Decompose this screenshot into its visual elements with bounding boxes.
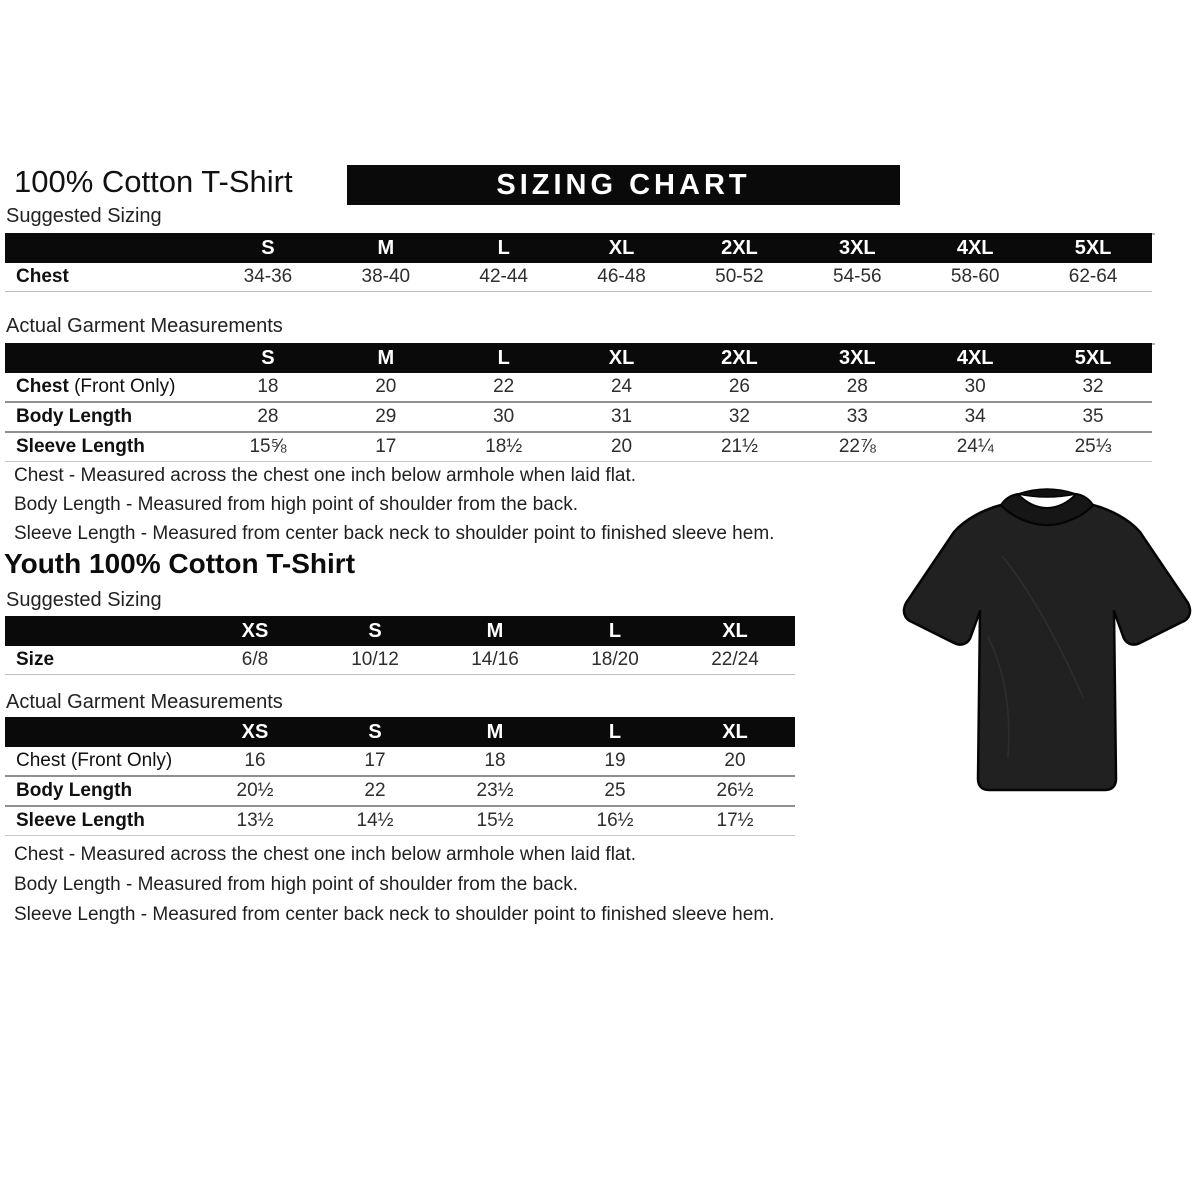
size-column-header: 2XL	[681, 233, 799, 263]
measurement-value: 24	[563, 373, 681, 402]
black-tshirt-photo	[893, 487, 1193, 812]
measurement-value: 26½	[675, 776, 795, 806]
measurement-value: 29	[327, 402, 445, 432]
measurement-value: 22	[315, 776, 435, 806]
size-column-header: 5XL	[1034, 233, 1152, 263]
youth-section-heading: Youth 100% Cotton T-Shirt	[4, 548, 356, 579]
measurement-value: 17	[327, 432, 445, 462]
size-column-header: M	[327, 343, 445, 373]
measurement-value: 17½	[675, 806, 795, 836]
size-column-header: S	[315, 717, 435, 747]
adult-actual-measurements-table	[5, 343, 1152, 462]
measurement-value: 24¼	[916, 432, 1034, 462]
row-label: Chest (Front Only)	[5, 373, 209, 402]
size-column-header: 3XL	[798, 343, 916, 373]
youth-measurement-notes	[14, 840, 774, 930]
sleeve-length-row	[5, 432, 1152, 462]
measurement-value: 30	[916, 373, 1034, 402]
adult-actual-measurements-label: Actual Garment Measurements	[5, 315, 1155, 345]
measurement-value: 31	[563, 402, 681, 432]
measurement-value: 28	[209, 402, 327, 432]
size-column-header: 5XL	[1034, 343, 1152, 373]
note-line: Chest - Measured across the chest one inch below armhole when laid flat.	[14, 844, 637, 865]
size-column-header: XS	[195, 717, 315, 747]
measurement-value: 34-36	[209, 263, 327, 292]
chest-front-only-row	[5, 747, 795, 776]
size-header-row	[5, 343, 1152, 373]
size-column-header: 4XL	[916, 233, 1034, 263]
row-label-column-header	[5, 233, 209, 263]
size-column-header: L	[555, 717, 675, 747]
row-label: Size	[5, 646, 195, 675]
body-length-row	[5, 776, 795, 806]
row-label-column-header	[5, 616, 195, 646]
size-column-header: M	[327, 233, 445, 263]
measurement-value: 6/8	[195, 646, 315, 675]
note-line: Sleeve Length - Measured from center back neck to shoulder point to finished sleeve hem.	[14, 904, 775, 925]
measurement-value: 18/20	[555, 646, 675, 675]
measurement-value: 15⅝	[209, 432, 327, 462]
measurement-value: 20	[327, 373, 445, 402]
measurement-value: 19	[555, 747, 675, 776]
measurement-value: 50-52	[681, 263, 799, 292]
size-column-header: 2XL	[681, 343, 799, 373]
note-line: Sleeve Length - Measured from center back neck to shoulder point to finished sleeve hem.	[14, 523, 775, 544]
measurement-value: 32	[1034, 373, 1152, 402]
row-label: Sleeve Length	[5, 432, 209, 462]
size-header-row	[5, 616, 795, 646]
measurement-value: 54-56	[798, 263, 916, 292]
measurement-value: 22/24	[675, 646, 795, 675]
page-title: 100% Cotton T-Shirt	[14, 164, 293, 199]
tshirt-body-shape	[904, 505, 1190, 790]
measurement-value: 34	[916, 402, 1034, 432]
measurement-value: 14½	[315, 806, 435, 836]
size-header-row	[5, 717, 795, 747]
measurement-value: 42-44	[445, 263, 563, 292]
note-line: Body Length - Measured from high point of shoulder from the back.	[14, 494, 578, 515]
row-label: Chest	[5, 263, 209, 292]
adult-measurement-notes	[14, 461, 774, 548]
measurement-value: 14/16	[435, 646, 555, 675]
measurement-value: 10/12	[315, 646, 435, 675]
measurement-value: 16	[195, 747, 315, 776]
measurement-value: 18½	[445, 432, 563, 462]
body-length-row	[5, 402, 1152, 432]
measurement-value: 18	[209, 373, 327, 402]
size-column-header: S	[315, 616, 435, 646]
note-line: Chest - Measured across the chest one inch below armhole when laid flat.	[14, 465, 637, 486]
size-column-header: S	[209, 343, 327, 373]
size-column-header: L	[445, 233, 563, 263]
tshirt-graphic	[893, 487, 1193, 812]
measurement-value: 20½	[195, 776, 315, 806]
youth-size-row	[5, 646, 795, 675]
adult-suggested-sizing-table	[5, 233, 1152, 292]
youth-suggested-sizing-label: Suggested Sizing	[5, 589, 794, 619]
tshirt-back-collar-shape	[1018, 489, 1076, 497]
chest-front-only-row	[5, 373, 1152, 402]
note-line: Body Length - Measured from high point of shoulder from the back.	[14, 874, 578, 895]
youth-actual-measurements-label: Actual Garment Measurements	[5, 691, 794, 721]
measurement-value: 22⅞	[798, 432, 916, 462]
measurement-value: 30	[445, 402, 563, 432]
size-column-header: S	[209, 233, 327, 263]
measurement-value: 25	[555, 776, 675, 806]
row-label-column-header	[5, 717, 195, 747]
size-header-row	[5, 233, 1152, 263]
size-column-header: XL	[675, 717, 795, 747]
measurement-value: 35	[1034, 402, 1152, 432]
sizing-chart-banner: SIZING CHART	[347, 165, 900, 205]
size-column-header: 4XL	[916, 343, 1034, 373]
measurement-value: 15½	[435, 806, 555, 836]
youth-actual-measurements-table	[5, 717, 795, 836]
size-column-header: XS	[195, 616, 315, 646]
size-column-header: XL	[675, 616, 795, 646]
row-label-column-header	[5, 343, 209, 373]
adult-suggested-sizing-label: Suggested Sizing	[5, 205, 1155, 235]
youth-suggested-sizing-table	[5, 616, 795, 675]
row-label: Sleeve Length	[5, 806, 195, 836]
row-label: Chest (Front Only)	[5, 747, 195, 776]
size-column-header: L	[445, 343, 563, 373]
measurement-value: 13½	[195, 806, 315, 836]
measurement-value: 38-40	[327, 263, 445, 292]
measurement-value: 33	[798, 402, 916, 432]
measurement-value: 26	[681, 373, 799, 402]
measurement-value: 16½	[555, 806, 675, 836]
measurement-value: 20	[563, 432, 681, 462]
measurement-value: 46-48	[563, 263, 681, 292]
size-column-header: 3XL	[798, 233, 916, 263]
measurement-value: 20	[675, 747, 795, 776]
measurement-value: 58-60	[916, 263, 1034, 292]
measurement-value: 21½	[681, 432, 799, 462]
size-column-header: L	[555, 616, 675, 646]
measurement-value: 28	[798, 373, 916, 402]
size-column-header: XL	[563, 343, 681, 373]
chest-range-row	[5, 263, 1152, 292]
measurement-value: 18	[435, 747, 555, 776]
measurement-value: 62-64	[1034, 263, 1152, 292]
row-label: Body Length	[5, 402, 209, 432]
size-column-header: M	[435, 717, 555, 747]
measurement-value: 17	[315, 747, 435, 776]
row-label: Body Length	[5, 776, 195, 806]
measurement-value: 22	[445, 373, 563, 402]
measurement-value: 23½	[435, 776, 555, 806]
sleeve-length-row	[5, 806, 795, 836]
size-column-header: M	[435, 616, 555, 646]
measurement-value: 32	[681, 402, 799, 432]
measurement-value: 25⅓	[1034, 432, 1152, 462]
size-column-header: XL	[563, 233, 681, 263]
